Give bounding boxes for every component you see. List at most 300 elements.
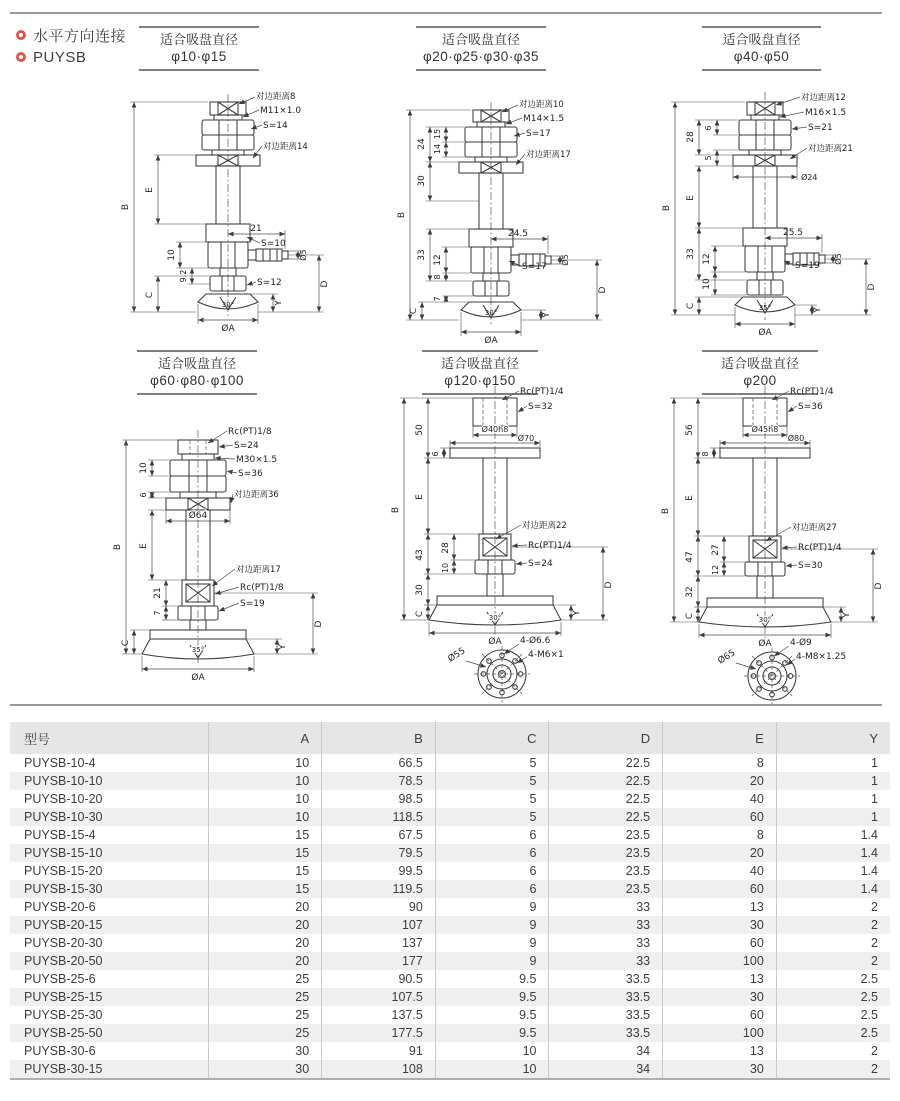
dim-label-d: D [598,286,608,294]
value-cell: 22.5 [549,754,663,772]
value-cell: 60 [663,1006,777,1024]
port-side-label: Rc(PT)1/4 [798,543,842,553]
header-range: φ40·φ50 [733,49,790,64]
value-cell: 107.5 [322,988,436,1006]
model-cell: PUYSB-20-50 [24,954,103,968]
fitting-outline [459,110,551,318]
flange-view [446,635,564,702]
value-cell: 20 [663,772,777,790]
dim-label-y: Y [542,312,552,318]
cup-diameter-header-2 [416,26,546,71]
value-cell: 98.5 [322,790,436,808]
value-cell: 34 [549,1060,663,1079]
value-cell: 9 [435,952,549,970]
flats-mid-label: 对边距离17 [236,565,281,575]
table-row [10,790,890,808]
spec-table [10,722,890,1080]
value-cell: 2.5 [776,1006,890,1024]
dim-label-neck-h: 9.2 [179,269,188,283]
value-cell: 13 [663,970,777,988]
value-cell: 25 [208,1006,322,1024]
value-cell: 10 [208,808,322,826]
flats-mid-label: 对边距离14 [263,142,308,152]
dim-label-nut1-h: 6 [704,125,713,131]
value-cell: 2 [776,1060,890,1079]
wrench-size-low-label: S=12 [257,278,282,288]
table-row [10,916,890,934]
value-cell: 9.5 [435,988,549,1006]
dim-label-b: B [397,211,407,219]
port-side-label: Rc(PT)1/4 [528,541,572,551]
dim-label-d: D [604,581,614,589]
port-top-label: Rc(PT)1/4 [520,387,564,397]
dim-label-e: E [145,187,155,193]
bullet-icon [16,30,26,40]
value-cell: 9.5 [435,970,549,988]
model-cell: PUYSB-25-15 [24,990,103,1004]
value-cell: 10 [208,790,322,808]
model-cell: PUYSB-15-4 [24,828,96,842]
value-cell: 15 [208,844,322,862]
col-header-c: C [435,722,549,754]
col-header-a: A [208,722,322,754]
wrench-size-top-label: S=17 [526,129,551,139]
wrench-size-body-label: S=19 [795,261,820,271]
dim-label-mid-h: 21 [153,587,163,599]
dim-label-dia-a: ØA [758,639,772,649]
dim-label-stack-h: 24 [417,138,427,150]
model-cell: PUYSB-30-15 [24,1062,103,1076]
cup-angle-label: 30° [488,614,502,622]
shaft-dia-label: Ø40h8 [481,425,509,434]
table-row [10,898,890,916]
header-range: φ60·φ80·φ100 [150,373,244,388]
flats-top-label: 对边距离12 [801,93,846,103]
wrench-size-top-label: S=21 [808,123,833,133]
dim-label-nutlow-h: 12 [711,564,720,576]
flats-top-label: 对边距离10 [519,100,564,110]
value-cell: 2.5 [776,1024,890,1042]
value-cell: 30 [663,916,777,934]
flats-mid-label: 对边距离21 [808,144,853,154]
thread-label: M30×1.5 [236,455,278,465]
drawing-phi40-50 [663,84,900,340]
section-title: 水平方向连接 [33,27,127,45]
shaft-dia-label: Ø45h8 [751,425,779,434]
wrench-size-port-label: S=32 [528,402,553,412]
value-cell: 6 [435,880,549,898]
col-header-e: E [663,722,777,754]
model-cell: PUYSB-10-10 [24,774,103,788]
callouts [239,91,308,288]
value-cell: 20 [208,898,322,916]
value-cell: 90.5 [322,970,436,988]
drawing-phi20-35 [396,96,631,346]
value-cell: 91 [322,1042,436,1060]
value-cell: 33.5 [549,970,663,988]
dim-label-side-len: 24.5 [507,229,529,239]
dim-label-b: B [662,204,672,212]
plate-dia-label: Ø70 [517,434,535,443]
dimensions [661,398,884,649]
value-cell: 6 [435,844,549,862]
dim-label-seg2: 33 [417,249,427,261]
dimensions [662,102,877,338]
value-cell: 20 [208,952,322,970]
dim-label-d: D [867,283,877,291]
value-cell: 137.5 [322,1006,436,1024]
dim-label-nut2-h: 14 [433,143,442,155]
dim-label-e: E [686,195,696,201]
dim-label-plate-h: 5 [704,155,713,161]
model-cell: PUYSB-30-6 [24,1044,96,1058]
value-cell: 1.4 [776,826,890,844]
value-cell: 5 [435,808,549,826]
value-cell: 25 [208,1024,322,1042]
wrench-size-low-label: S=24 [528,559,553,569]
value-cell: 9.5 [435,1024,549,1042]
value-cell: 33 [549,934,663,952]
table-row [10,862,890,880]
dim-label-seg1: 30 [417,175,427,187]
value-cell: 40 [663,862,777,880]
flats-mid-label: 对边距离22 [522,521,567,531]
table-row [10,844,890,862]
dim-label-c: C [145,291,155,299]
dim-label-mid-h: 27 [711,544,721,556]
value-cell: 33.5 [549,988,663,1006]
value-cell: 8 [663,826,777,844]
bolt-circle-dia-label: Ø55 [446,646,468,665]
dim-label-c: C [686,302,696,310]
holes-label: 4-Ø6.6 [520,636,551,646]
dim-label-hose-dia: Ø5 [834,253,843,265]
value-cell: 1.4 [776,880,890,898]
dim-label-nutlow-h: 10 [441,562,450,574]
value-cell: 2 [776,898,890,916]
value-cell: 22.5 [549,790,663,808]
dim-label-seg1: 43 [415,549,425,561]
series-title: PUYSB [33,48,87,66]
col-header-b: B [322,722,436,754]
header-title: 适合吸盘直径 [440,356,519,371]
wrench-size-low-label: S=19 [240,599,265,609]
value-cell: 15 [208,826,322,844]
header-title: 适合吸盘直径 [722,32,801,47]
thread-label: M16×1.5 [805,108,847,118]
dimensions [391,398,614,647]
value-cell: 2 [776,1042,890,1060]
value-cell: 2.5 [776,970,890,988]
table-row [10,1042,890,1060]
value-cell: 1 [776,754,890,772]
table-row [10,1024,890,1042]
value-cell: 2 [776,952,890,970]
flats-mid-label: 对边距离27 [792,523,837,533]
model-cell: PUYSB-25-30 [24,1008,103,1022]
table-row [10,772,890,790]
table-row [10,988,890,1006]
dim-label-seg2: 30 [415,584,425,596]
value-cell: 108 [322,1060,436,1079]
value-cell: 15 [208,862,322,880]
fitting-outline [733,102,825,313]
dim-label-b: B [661,507,671,515]
cup-angle-label: 30° [758,616,772,624]
drawing-phi10-15 [118,88,353,336]
model-cell: PUYSB-25-50 [24,1026,103,1040]
callouts [208,427,284,611]
table-row [10,880,890,898]
dim-label-seg1: 47 [685,551,695,563]
cup-diameter-header-3 [702,26,821,71]
value-cell: 118.5 [322,808,436,826]
table-row [10,754,890,772]
dim-label-side-len: 21 [250,224,262,234]
header-range: φ120·φ150 [444,373,516,388]
header-title: 适合吸盘直径 [720,356,799,371]
dim-label-y: Y [813,307,823,313]
dim-label-y: Y [274,300,284,306]
dim-label-dia-a: ØA [221,324,235,334]
wrench-size-body-label: S=17 [522,262,547,272]
dim-label-c: C [415,610,425,618]
model-cell: PUYSB-15-20 [24,864,103,878]
tap-label: 4-M8×1.25 [796,652,847,662]
value-cell: 34 [549,1042,663,1060]
dim-label-d: D [320,280,330,288]
dim-label-washer-h: 6 [139,492,148,498]
table-row [10,952,890,970]
value-cell: 67.5 [322,826,436,844]
value-cell: 9 [435,898,549,916]
tap-label: 4-M6×1 [528,650,564,660]
wrench-size-low-label: S=30 [798,561,823,571]
dim-label-dia-a: ØA [191,673,205,683]
value-cell: 33 [549,952,663,970]
value-cell: 119.5 [322,880,436,898]
plate-dia-label: Ø80 [787,434,805,443]
dim-label-e: E [415,494,425,500]
dim-label-e: E [139,543,149,549]
plate-dia-label: Ø24 [801,173,818,182]
wrench-size-body-label: S=10 [261,239,286,249]
value-cell: 90 [322,898,436,916]
value-cell: 137 [322,934,436,952]
table-row [10,934,890,952]
section-title-row [16,24,126,46]
dim-label-plate-h: 6 [431,451,440,457]
drawing-phi120-150 [390,378,640,704]
value-cell: 5 [435,790,549,808]
value-cell: 177 [322,952,436,970]
model-cell: PUYSB-10-30 [24,810,103,824]
flats-top-label: 对边距离36 [234,490,279,500]
dim-label-plate-h: 8 [701,451,710,457]
value-cell: 15 [208,880,322,898]
dim-label-stack-h: 28 [686,131,696,143]
flats-top-label: 对边距离8 [256,92,296,102]
dim-label-dia-a: ØA [758,328,772,338]
dim-label-hose-dia: Ø5 [299,249,308,261]
value-cell: 10 [208,772,322,790]
callouts [502,99,571,272]
value-cell: 8 [663,754,777,772]
dim-label-top-h: 50 [415,424,425,436]
value-cell: 30 [663,988,777,1006]
dim-label-mid-h: 28 [441,542,451,554]
value-cell: 23.5 [549,862,663,880]
value-cell: 30 [208,1042,322,1060]
value-cell: 60 [663,808,777,826]
value-cell: 23.5 [549,826,663,844]
value-cell: 22.5 [549,808,663,826]
series-title-row [16,46,126,68]
value-cell: 1.4 [776,844,890,862]
value-cell: 2 [776,916,890,934]
value-cell: 20 [208,934,322,952]
cup-diameter-header-4 [137,350,257,395]
value-cell: 33.5 [549,1024,663,1042]
bolt-circle-dia-label: Ø65 [716,648,738,667]
col-header-y: Y [776,722,890,754]
cup-angle-label: 35° [758,304,772,312]
dim-label-dia-a: ØA [488,637,502,647]
value-cell: 79.5 [322,844,436,862]
plate-dia-label: Ø64 [188,511,208,521]
table-row [10,808,890,826]
value-cell: 20 [663,844,777,862]
value-cell: 6 [435,862,549,880]
dim-label-low-h: 7 [433,296,442,302]
thread-label: M11×1.0 [260,106,302,116]
holes-label: 4-Ø9 [790,638,812,648]
model-cell: PUYSB-15-30 [24,882,103,896]
header-range: φ20·φ25·φ30·φ35 [422,49,540,64]
dim-label-c: C [685,612,695,620]
value-cell: 9 [435,934,549,952]
dim-label-b: B [391,506,401,514]
dim-label-b: B [121,203,131,211]
model-cell: PUYSB-20-15 [24,918,103,932]
dim-label-e: E [685,495,695,501]
header-range: φ10·φ15 [171,49,227,64]
value-cell: 13 [663,1042,777,1060]
model-cell: PUYSB-20-30 [24,936,103,950]
value-cell: 5 [435,772,549,790]
drawing-phi200 [662,378,900,704]
value-cell: 107 [322,916,436,934]
dim-label-body-h: 10 [167,249,177,261]
value-cell: 100 [663,1024,777,1042]
value-cell: 10 [435,1060,549,1079]
value-cell: 5 [435,754,549,772]
bullet-icon [16,52,26,62]
cup-diameter-header-1 [139,26,259,71]
dim-label-c: C [121,639,131,647]
model-cell: PUYSB-10-20 [24,792,103,806]
model-cell: PUYSB-25-6 [24,972,96,986]
top-rule [10,12,882,14]
port-top-label: Rc(PT)1/4 [790,387,834,397]
table-row [10,1006,890,1024]
value-cell: 33 [549,916,663,934]
value-cell: 1 [776,808,890,826]
dim-label-nutlow-h: 10 [702,278,712,290]
value-cell: 33.5 [549,1006,663,1024]
value-cell: 20 [208,916,322,934]
value-cell: 2.5 [776,988,890,1006]
value-cell: 177.5 [322,1024,436,1042]
value-cell: 25 [208,988,322,1006]
value-cell: 1 [776,790,890,808]
model-cell: PUYSB-10-4 [24,756,96,770]
value-cell: 78.5 [322,772,436,790]
wrench-size-top-label: S=14 [263,121,288,131]
value-cell: 10 [435,1042,549,1060]
dim-label-nutlow-h: 8 [433,274,442,280]
dim-label-y: Y [572,610,582,616]
dim-label-y: Y [842,612,852,618]
dim-label-b: B [113,543,123,551]
value-cell: 22.5 [549,772,663,790]
dim-label-top-h: 56 [685,424,695,436]
dim-label-low-h: 7 [153,610,162,616]
value-cell: 25 [208,970,322,988]
cup-angle-label: 35° [191,646,205,654]
value-cell: 33 [549,898,663,916]
dimensions [121,102,330,334]
wrench-size-port-label: S=24 [234,441,259,451]
drawing-phi60-100 [112,400,347,702]
port-side-label: Rc(PT)1/8 [240,583,284,593]
dim-label-c: C [409,307,419,315]
value-cell: 6 [435,826,549,844]
value-cell: 66.5 [322,754,436,772]
table-row [10,970,890,988]
value-cell: 2 [776,934,890,952]
value-cell: 9.5 [435,1006,549,1024]
flats-mid-label: 对边距离17 [526,150,571,160]
col-header-d: D [549,722,663,754]
port-top-label: Rc(PT)1/8 [228,427,272,437]
dim-label-d: D [874,582,884,590]
value-cell: 100 [663,952,777,970]
value-cell: 9 [435,916,549,934]
dim-label-dia-a: ØA [484,336,498,346]
col-header-model: 型号 [10,722,208,754]
dim-label-nut1-h: 15 [433,128,442,140]
value-cell: 1 [776,772,890,790]
wrench-size-top-label: S=36 [238,469,263,479]
flange-view [716,637,846,704]
table-header-row [10,722,890,754]
table-row [10,826,890,844]
thread-label: M14×1.5 [523,114,565,124]
section-titles [16,24,126,68]
dim-label-nut1-h: 10 [139,462,149,474]
wrench-size-port-label: S=36 [798,402,823,412]
value-cell: 1.4 [776,862,890,880]
value-cell: 60 [663,880,777,898]
cup-angle-label: 30° [484,309,498,317]
value-cell: 23.5 [549,880,663,898]
table-row [10,1060,890,1079]
dim-label-body-h: 12 [702,253,712,265]
value-cell: 60 [663,934,777,952]
header-title: 适合吸盘直径 [159,32,238,47]
value-cell: 30 [663,1060,777,1079]
